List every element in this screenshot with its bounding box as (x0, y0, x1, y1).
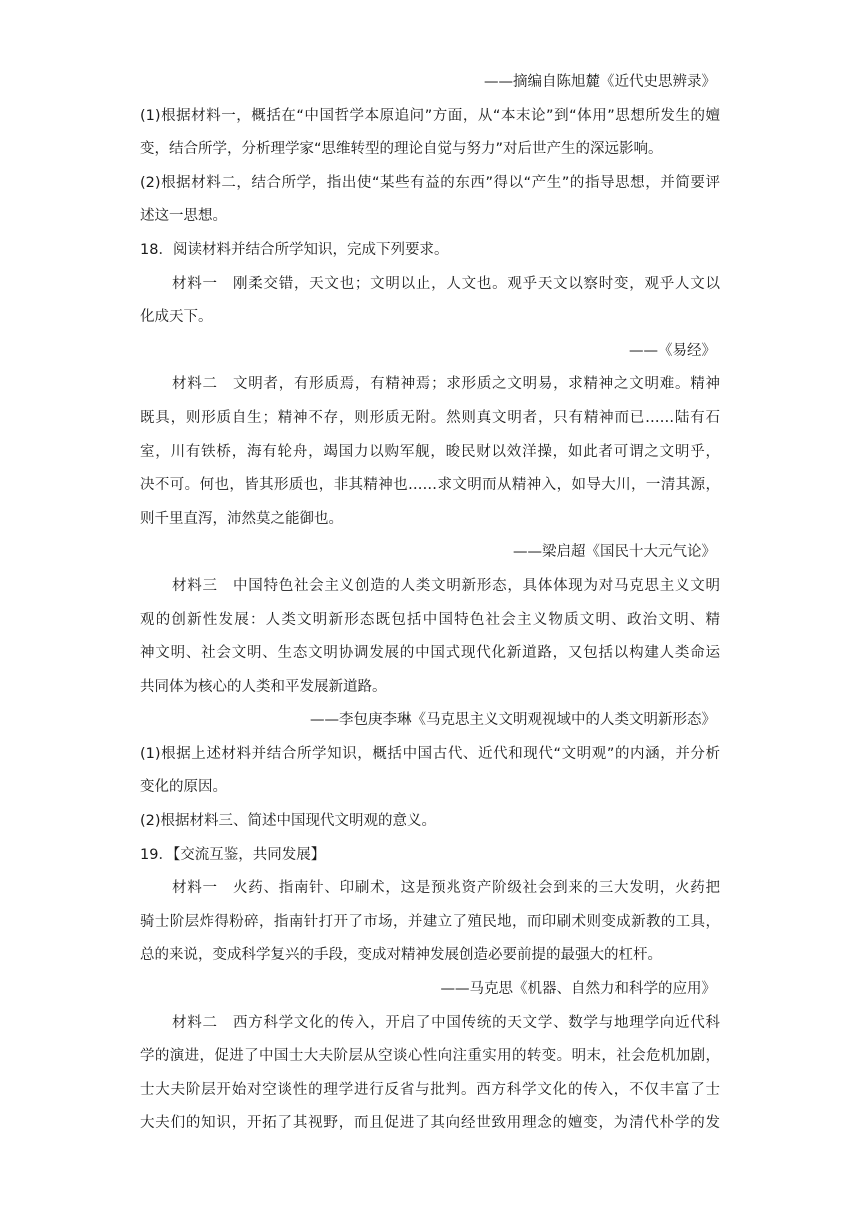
material-paragraph: 神文明、社会文明、生态文明协调发展的中国式现代化新道路，又包括以构建人类命运 (140, 645, 720, 662)
material-paragraph: 材料二 西方科学文化的传入，开启了中国传统的天文学、数学与地理学向近代科 (172, 1014, 720, 1031)
material-paragraph: 学的演进，促进了中国士大夫阶层从空谈心性向注重实用的转变。明末，社会危机加剧， (140, 1048, 720, 1065)
material-paragraph: 观的创新性发展：人类文明新形态既包括中国特色社会主义物质文明、政治文明、精 (140, 611, 720, 628)
question-text: (2)根据材料二，结合所学，指出使“某些有益的东西”得以“产生”的指导思想，并简要评 (140, 174, 720, 191)
question-text: 述这一思想。 (140, 208, 227, 225)
question-text: 变，结合所学，分析理学家“思维转型的理论自觉与努力”对后世产生的深远影响。 (140, 141, 663, 158)
material-paragraph: 材料三 中国特色社会主义创造的人类文明新形态，具体体现为对马克思主义文明 (172, 577, 720, 594)
material-paragraph: 共同体为核心的人类和平发展新道路。 (140, 678, 387, 695)
source-citation: ——《易经》 (629, 342, 716, 359)
question-text: 变化的原因。 (140, 779, 227, 796)
material-paragraph: 既具，则形质自生；精神不存，则形质无附。然则真文明者，只有精神而已……陆有石 (140, 409, 720, 426)
material-paragraph: 骑士阶层炸得粉碎，指南针打开了市场，并建立了殖民地，而印刷术则变成新教的工具， (140, 913, 720, 930)
material-paragraph: 材料一 刚柔交错，天文也；文明以止，人文也。观乎天文以察时变，观乎人文以 (172, 275, 720, 292)
material-paragraph: 大夫们的知识，开拓了其视野，而且促进了其向经世致用理念的嬗变，为清代朴学的发 (140, 1115, 720, 1132)
source-citation: ——李包庚李琳《马克思主义文明观视域中的人类文明新形态》 (310, 712, 716, 729)
question-heading: 18．阅读材料并结合所学知识，完成下列要求。 (140, 241, 449, 258)
document-text (140, 66, 720, 1141)
question-text: (2)根据材料三、简述中国现代文明观的意义。 (140, 813, 437, 830)
question-text: (1)根据上述材料并结合所学知识，概括中国古代、近代和现代“文明观”的内涵，并分析 (140, 745, 720, 762)
material-paragraph: 总的来说，变成科学复兴的手段，变成对精神发展创造必要前提的最强大的杠杆。 (140, 947, 662, 964)
question-heading: 19．【交流互鉴，共同发展】 (140, 846, 326, 863)
material-paragraph: 则千里直泻，沛然莫之能御也。 (140, 510, 343, 527)
material-paragraph: 室，川有铁桥，海有轮舟，竭国力以购军舰，晙民财以效洋操，如此者可谓之文明乎， (140, 443, 720, 460)
question-text: (1)根据材料一，概括在“中国哲学本原追问”方面，从“本末论”到“体用”思想所发生的嬗 (140, 107, 720, 124)
source-citation: ——梁启超《国民十大元气论》 (513, 544, 716, 561)
material-paragraph: 材料二 文明者，有形质焉，有精神焉；求形质之文明易，求精神之文明难。精神 (172, 376, 720, 393)
source-citation: ——摘编自陈旭麓《近代史思辨录》 (484, 74, 716, 90)
material-paragraph: 决不可。何也，皆其形质也，非其精神也……求文明而从精神入，如导大川，一清其源， (140, 477, 720, 494)
material-paragraph: 士大夫阶层开始对空谈性的理学进行反省与批判。西方科学文化的传入，不仅丰富了士 (140, 1081, 720, 1098)
material-paragraph: 化成天下。 (140, 309, 213, 326)
material-paragraph: 材料一 火药、指南针、印刷术，这是预兆资产阶级社会到来的三大发明，火药把 (172, 880, 720, 897)
source-citation: ——马克思《机器、自然力和科学的应用》 (440, 981, 716, 998)
